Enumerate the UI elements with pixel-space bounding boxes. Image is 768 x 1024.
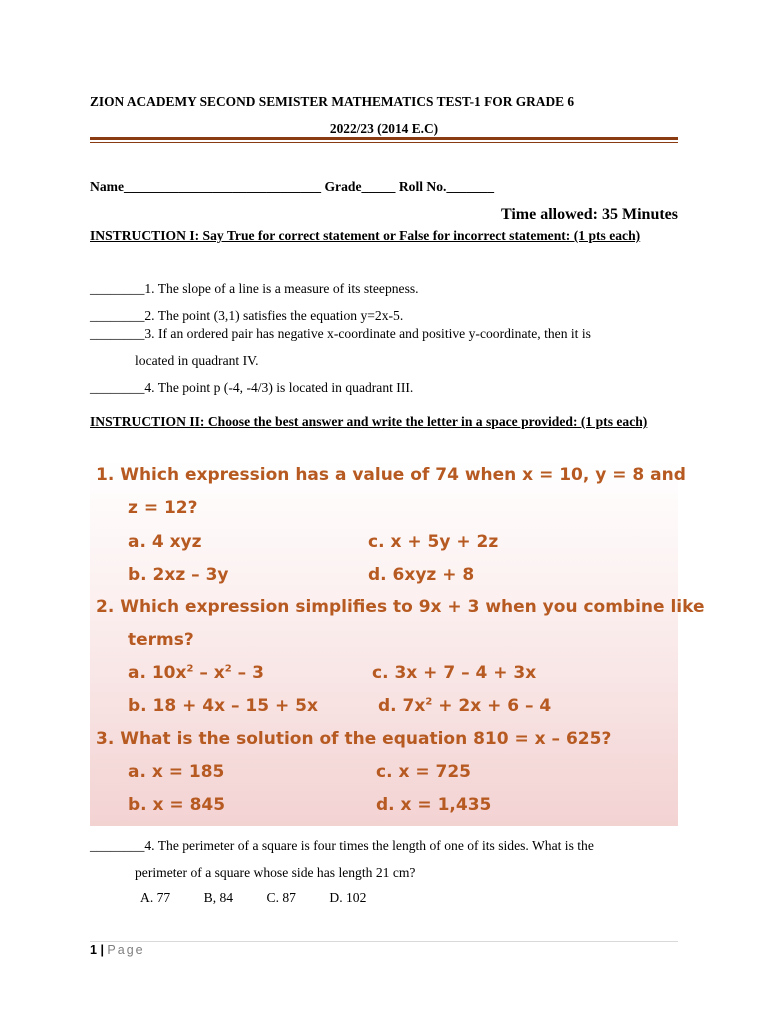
q3-option-c: c. x = 725 [376, 762, 471, 782]
q4-line2: perimeter of a square whose side has length 21 cm? [135, 865, 416, 880]
q2-option-b: b. 18 + 4x – 15 + 5x [128, 696, 318, 716]
page-label: Page [107, 943, 145, 957]
q1-option-b: b. 2xz – 3y [128, 565, 229, 585]
footer-separator: | [100, 943, 104, 957]
time-allowed: Time allowed: 35 Minutes [500, 206, 678, 223]
tf-item-2: ________2. The point (3,1) satisfies the equation y=2x-5. [90, 308, 404, 323]
q2-option-d: d. $7x^2 + 2x + 6 - 4$ [378, 696, 552, 716]
q4-line1: ________4. The perimeter of a square is four times the length of one of its sides. What is the [90, 838, 594, 853]
q3-option-d: d. x = 1,435 [376, 795, 492, 815]
page-footer [90, 943, 145, 957]
q1-option-d: d. 6xyz + 8 [368, 565, 475, 585]
academic-year: 2022/23 (2014 E.C) [329, 121, 439, 136]
q4-choice-b: B, 84 [203, 890, 234, 905]
q4-choice-c: C. 87 [266, 890, 296, 905]
q1-option-a: a. 4 xyz [128, 532, 202, 552]
q4-choice-a: A. 77 [140, 890, 171, 905]
header-rule-thick [90, 137, 678, 140]
tf-item-4: ________4. The point p (-4, -4/3) is located in quadrant III. [90, 380, 414, 395]
tf-item-3-line1: ________3. If an ordered pair has negative x-coordinate and positive y-coordinate, then it is [90, 326, 591, 341]
q2-option-a: a. $10x^2 - x^2 - 3$ [128, 663, 264, 683]
q3-option-a: a. x = 185 [128, 762, 225, 782]
q1-stem: 1. Which expression has a value of 74 when x = 10, y = 8 and [96, 465, 686, 485]
test-title: ZION ACADEMY SECOND SEMISTER MATHEMATICS TEST-1 FOR GRADE 6 [90, 94, 575, 109]
q2-option-c: c. 3x + 7 – 4 + 3x [372, 663, 537, 683]
student-info-line: Name_____________________________ Grade_____ Roll No._______ [90, 179, 495, 194]
tf-item-1: ________1. The slope of a line is a measure of its steepness. [90, 281, 419, 296]
instruction-1: INSTRUCTION I: Say True for correct statement or False for incorrect statement: (1 pts each) [90, 228, 641, 243]
q2-stem-cont: terms? [128, 630, 194, 650]
q4-item [90, 832, 678, 886]
instruction-2: INSTRUCTION II: Choose the best answer and write the letter in a space provided: (1 pts each) [90, 414, 648, 429]
tf-item-3 [90, 320, 678, 374]
q4-choice-d: D. 102 [329, 890, 367, 905]
q2-stem: 2. Which expression simplifies to 9x + 3 when you combine like [96, 597, 705, 617]
footer-rule [90, 941, 678, 942]
page-number: 1 [90, 943, 97, 957]
q1-option-c: c. x + 5y + 2z [368, 532, 499, 552]
q3-option-b: b. x = 845 [128, 795, 226, 815]
q3-stem: 3. What is the solution of the equation 810 = x – 625? [96, 729, 612, 749]
q1-stem-cont: z = 12? [128, 498, 198, 518]
header-rule-thin [90, 142, 678, 143]
tf-item-3-line2: located in quadrant IV. [135, 353, 259, 368]
q4-choices [140, 890, 396, 906]
